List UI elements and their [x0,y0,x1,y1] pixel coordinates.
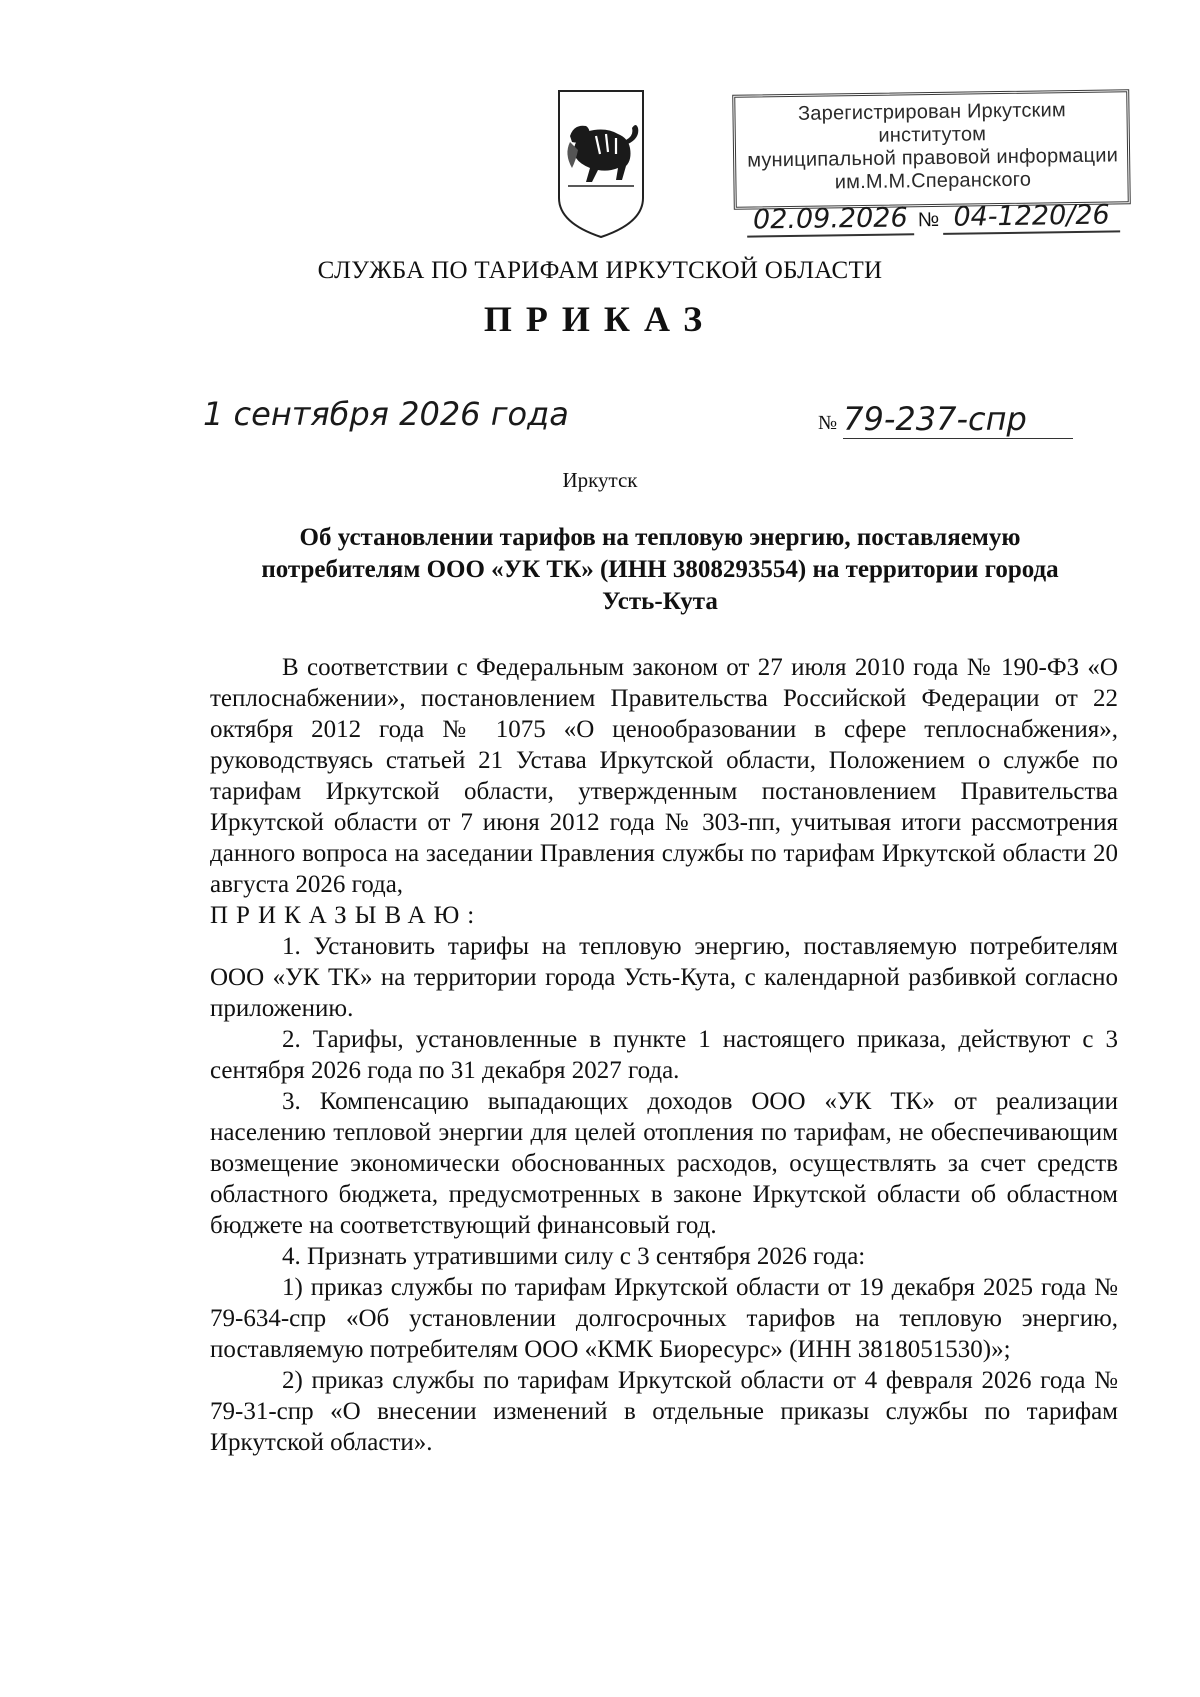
order-point-2: 2. Тарифы, установленные в пункте 1 настоящего приказа, действуют с 3 сентября 2026 года по 31 декабря 2027 года. [210,1026,1118,1084]
stamp-date: 02.09.2026 [747,202,914,237]
order-point-3: 3. Компенсацию выпадающих доходов ООО «УК ТК» от реализации населению тепловой энергии для целей отопления по тарифам, не обеспечивающим возмещение экономически обоснованных расходов, осуществлять за счет средств областного бюджета, предусмотренных в законе Иркутской области об областном бюджете на соответствующий финансовый год. [210,1088,1118,1239]
city: Иркутск [562,468,638,492]
stamp-line-1: Зарегистрирован Иркутским институтом [797,99,1067,147]
document-title: ПРИКАЗ [483,299,717,339]
agency-name: СЛУЖБА ПО ТАРИФАМ ИРКУТСКОЙ ОБЛАСТИ [317,257,883,284]
orders-word: ПРИКАЗЫВАЮ: [210,902,483,929]
stamp-number-sign: № [917,208,940,232]
irkutsk-coat-of-arms-emblem [556,88,646,240]
registration-stamp [732,89,1131,236]
stamp-line-3: им.М.М.Сперанского [834,168,1032,194]
preamble-paragraph: В соответствии с Федеральным законом от 27 июля 2010 года № 190-ФЗ «О теплоснабжении», постановлением Правительства Российской Федерации от 22 октября 2012 года № 1075 «О ценообразовании в сфере теплоснабжения», руководствуясь статьей 21 Устава Иркутской области, Положением о службе по тарифам Иркутской области, утвержденным постановлением Правительства Иркутской области от 7 июня 2012 года № 303-пп, учитывая итоги рассмотрения данного вопроса на заседании Правления службы по тарифам Иркутской области 20 августа 2026 года, [210,654,1118,898]
order-point-4: 4. Признать утратившими силу с 3 сентября 2026 года: [282,1243,866,1270]
order-number-field [818,400,1073,439]
order-number: 79-237-спр [843,400,1073,439]
stamp-number: 04-1220/26 [943,199,1120,234]
order-body [210,652,1118,1458]
order-subject: Об установлении тарифов на тепловую энергию, поставляемую потребителям ООО «УК ТК» (ИНН 3808293554) на территории города Усть-Кута [261,524,1059,615]
order-subpoint-1: 1) приказ службы по тарифам Иркутской области от 19 декабря 2025 года № 79-634-спр «Об установлении долгосрочных тарифов на тепловую энергию, поставляемую потребителям ООО «КМК Биоресурс» (ИНН 3818051530)»; [210,1274,1118,1363]
order-date: 1 сентября 2026 года [203,395,569,433]
stamp-registration-row [747,198,1120,237]
order-point-1: 1. Установить тарифы на тепловую энергию, поставляемую потребителям ООО «УК ТК» на территории города Усть-Кута, с календарной разбивкой согласно приложению. [210,933,1118,1022]
order-number-sign: № [818,412,838,434]
order-subpoint-2: 2) приказ службы по тарифам Иркутской области от 4 февраля 2026 года № 79-31-спр «О внесении изменений в отдельные приказы службы по тарифам Иркутской области». [210,1367,1118,1456]
stamp-line-2: муниципальной правовой информации [747,144,1119,172]
